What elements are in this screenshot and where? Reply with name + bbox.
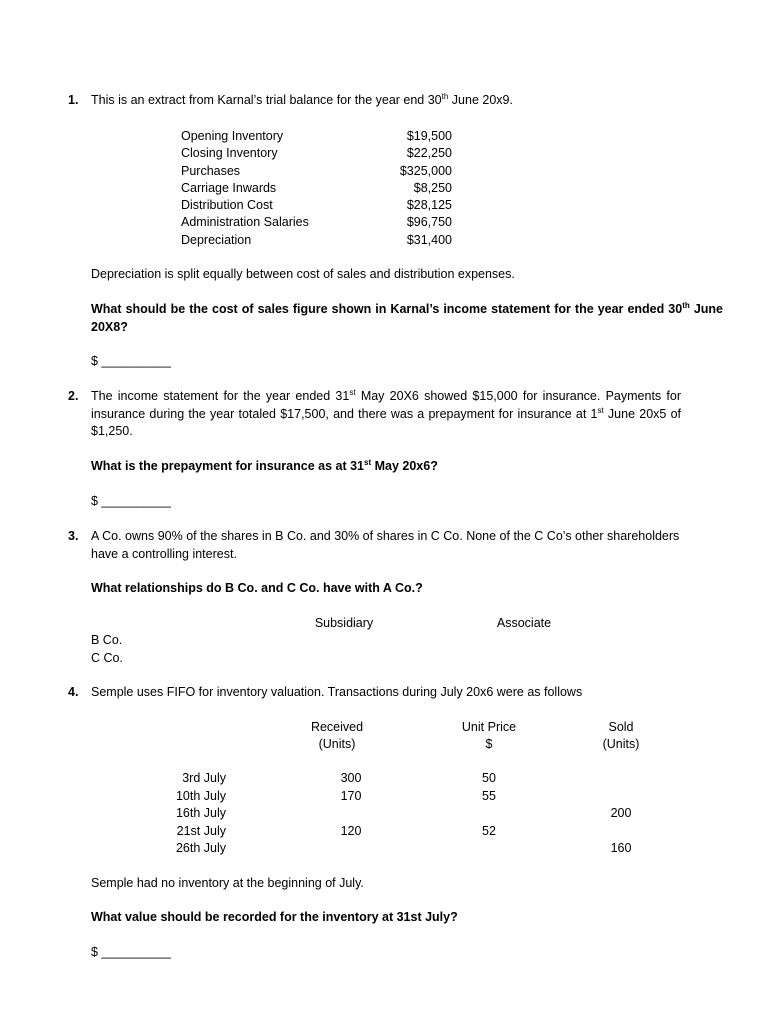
trial-balance-value: $31,400 — [406, 233, 452, 247]
table-cell-sold: 200 — [610, 806, 632, 820]
question-text: Semple uses FIFO for inventory valuation. Transactions during July 20x6 were as follows — [91, 685, 583, 699]
trial-balance-value: $8,250 — [413, 181, 452, 195]
depreciation-note: Depreciation is split equally between cost of sales and distribution expenses. — [91, 267, 515, 281]
trial-balance-label: Opening Inventory — [181, 129, 284, 143]
trial-balance-value: $325,000 — [399, 164, 452, 178]
table-cell-price: 55 — [482, 789, 496, 803]
question-number: 2. — [68, 389, 79, 403]
answer-blank[interactable]: $ __________ — [91, 494, 171, 508]
column-header-received: Received — [310, 720, 364, 734]
trial-balance-value: $28,125 — [406, 198, 452, 212]
table-row-date: 21st July — [176, 824, 226, 838]
answer-blank[interactable]: $ __________ — [91, 354, 171, 368]
column-header-sold: Sold — [608, 720, 634, 734]
column-header-subsidiary: Subsidiary — [314, 616, 374, 630]
question-number: 4. — [68, 685, 79, 699]
question-number: 3. — [68, 529, 79, 543]
trial-balance-label: Distribution Cost — [181, 198, 273, 212]
column-header-received-units: (Units) — [318, 737, 356, 751]
question-prompt: What value should be recorded for the inventory at 31st July? — [91, 910, 458, 924]
table-cell-received: 300 — [340, 771, 362, 785]
question-prompt: What should be the cost of sales figure shown in Karnal’s income statement for the year ended 30th June 20X8? — [91, 301, 723, 334]
table-row-date: 10th July — [175, 789, 226, 803]
table-cell-price: 52 — [482, 824, 496, 838]
inventory-note: Semple had no inventory at the beginning of July. — [91, 876, 364, 890]
trial-balance-value: $19,500 — [406, 129, 452, 143]
row-label-b-co: B Co. — [91, 633, 123, 647]
question-prompt: What is the prepayment for insurance as at 31st May 20x6? — [91, 458, 438, 473]
trial-balance-value: $22,250 — [406, 146, 452, 160]
table-row-date: 3rd July — [182, 771, 226, 785]
trial-balance-label: Closing Inventory — [181, 146, 278, 160]
column-header-associate: Associate — [496, 616, 552, 630]
trial-balance-label: Depreciation — [181, 233, 252, 247]
trial-balance-label: Carriage Inwards — [181, 181, 277, 195]
trial-balance-label: Administration Salaries — [181, 215, 309, 229]
answer-blank[interactable]: $ __________ — [91, 945, 171, 959]
trial-balance-label: Purchases — [181, 164, 241, 178]
column-header-currency: $ — [485, 737, 493, 751]
question-intro: This is an extract from Karnal’s trial balance for the year end 30th June 20x9. — [91, 92, 513, 107]
column-header-sold-units: (Units) — [602, 737, 640, 751]
table-cell-received: 120 — [340, 824, 362, 838]
question-prompt: What relationships do B Co. and C Co. have with A Co.? — [91, 581, 423, 595]
table-cell-sold: 160 — [610, 841, 632, 855]
table-row-date: 16th July — [175, 806, 226, 820]
question-text: The income statement for the year ended 31st May 20X6 showed $15,000 for insurance. Payments for insurance during the year totaled $17,500, and there was a prepayment for insurance at 1st June 20x5 of $1,250. — [91, 388, 681, 438]
trial-balance-value: $96,750 — [406, 215, 452, 229]
table-cell-price: 50 — [482, 771, 496, 785]
column-header-unit-price: Unit Price — [461, 720, 517, 734]
table-row-date: 26th July — [175, 841, 226, 855]
row-label-c-co: C Co. — [91, 651, 123, 665]
question-number: 1. — [68, 93, 79, 107]
question-text: A Co. owns 90% of the shares in B Co. and 30% of shares in C Co. None of the C Co’s other shareholders have a controlling interest. — [91, 529, 680, 561]
table-cell-received: 170 — [340, 789, 362, 803]
